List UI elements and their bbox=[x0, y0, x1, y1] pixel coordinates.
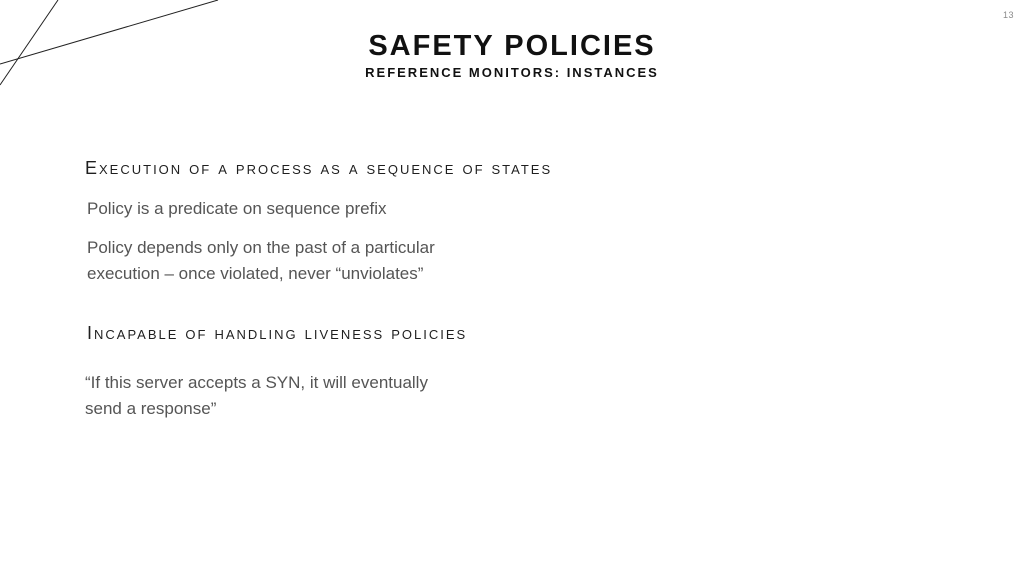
bullet-text bbox=[87, 196, 387, 222]
slide-title: SAFETY POLICIES bbox=[368, 30, 656, 62]
slide-subtitle: REFERENCE MONITORS: INSTANCES bbox=[365, 65, 659, 80]
text-line: “If this server accepts a SYN, it will eventually bbox=[85, 373, 428, 392]
text-line: execution – once violated, never “unviolates” bbox=[87, 264, 424, 283]
section-heading: Execution of a process as a sequence of states bbox=[85, 158, 553, 178]
bullet-text bbox=[87, 235, 435, 287]
quote-text bbox=[85, 370, 428, 422]
section-heading: Incapable of handling liveness policies bbox=[87, 323, 468, 343]
text-line: Policy is a predicate on sequence prefix bbox=[87, 199, 387, 218]
text-line: send a response” bbox=[85, 399, 217, 418]
page-number: 13 bbox=[1002, 10, 1014, 20]
text-line: Policy depends only on the past of a particular bbox=[87, 238, 435, 257]
